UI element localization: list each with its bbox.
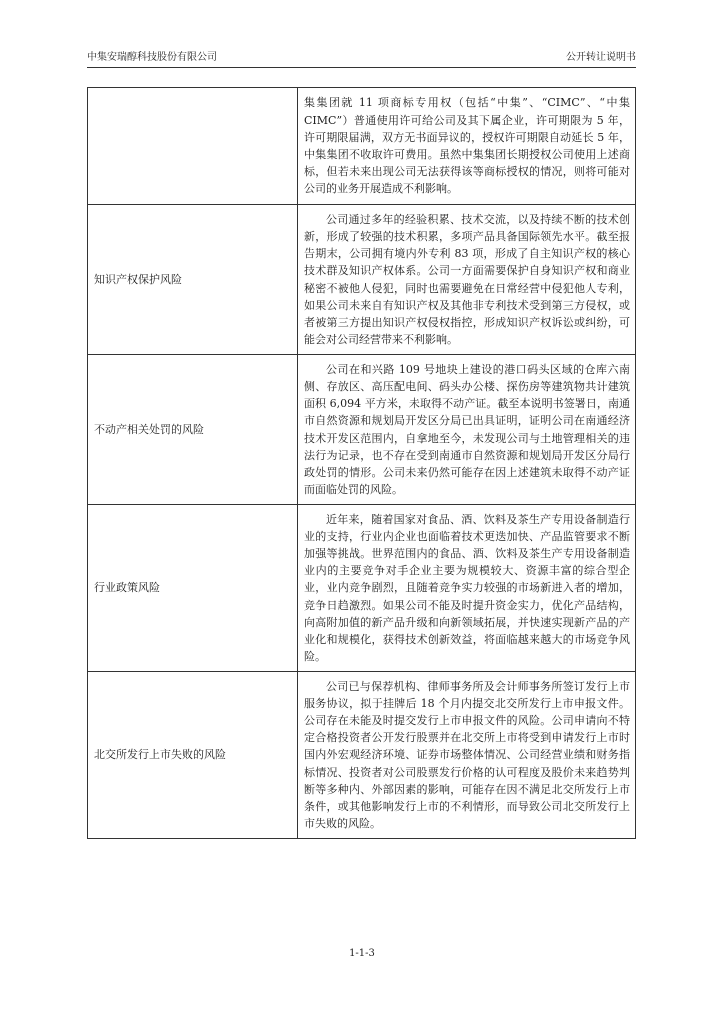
risk-description <box>298 88 636 205</box>
risk-row <box>88 205 636 355</box>
document-type: 公开转让说明书 <box>566 52 636 63</box>
risk-description-text: 近年来，随着国家对食品、酒、饮料及茶生产专用设备制造行业的支持，行业内企业也面临着技术更迭加快、产品监管要求不断加强等挑战。世界范围内的食品、酒、饮料及茶生产专用设备制造业内的主要竞争对手企业主要为规模较大、资源丰富的综合型企业，业内竞争剧烈，且随着竞争实力较强的市场新进入者的增加，竞争日趋激烈。如果公司不能及时提升资金实力，优化产品结构，向高附加值的新产品升级和向新领域拓展，并快速实现新产品的产业化和规模化，获得技术创新效益，将面临越来越大的市场竞争风险。 <box>304 512 630 664</box>
page-header <box>87 50 636 66</box>
risk-name: 不动产相关处罚的风险 <box>88 355 298 505</box>
risk-row <box>88 672 636 839</box>
risk-name <box>88 88 298 205</box>
risk-row <box>88 505 636 672</box>
risk-description-text: 公司通过多年的经验积累、技术交流，以及持续不断的技术创新，形成了较强的技术积累，多项产品具备国际领先水平。截至报告期末，公司拥有境内外专利 83 项，形成了自主知识产权的核心技术群及知识产权体系。公司一方面需要保护自身知识产权和商业秘密不被他人侵犯，同时也需要避免在日常经营中侵犯他人专利，如果公司未来自有知识产权及其他非专利技术受到第三方侵权，或者被第三方提出知识产权侵权指控，形成知识产权诉讼或纠纷，可能会对公司经营带来不利影响。 <box>304 212 630 347</box>
page-number: 1-1-3 <box>349 948 375 959</box>
risk-table <box>87 87 636 839</box>
risk-description-text: 公司在和兴路 109 号地块上建设的港口码头区域的仓库六南侧、存放区、高压配电间、码头办公楼、探伤房等建筑物共计建筑面积 6,094 平方米，未取得不动产证。截至本说明书签署日，南通市自然资源和规划局开发区分局已出具证明，证明公司在南通经济技术开发区范围内，自拿地至今，未发现公司与土地管理相关的违法行为记录，也不存在受到南通市自然资源和规划局开发区分局行政处罚的情形。公司未来仍然可能存在因上述建筑未取得不动产证而面临处罚的风险。 <box>304 362 630 497</box>
risk-row <box>88 88 636 205</box>
risk-name: 北交所发行上市失败的风险 <box>88 672 298 839</box>
risk-name: 行业政策风险 <box>88 505 298 672</box>
risk-description-text: 集集团就 11 项商标专用权（包括“中集”、“CIMC”、“中集 CIMC”）普通使用许可给公司及其下属企业，许可期限为 5 年，许可期限届满，双方无书面异议的，授权许可期限自动延长 5 年，中集集团不收取许可费用。虽然中集集团长期授权公司使用上述商标，但若未来出现公司无法获得该等商标授权的情况，则将可能对公司的业务开展造成不利影响。 <box>304 96 630 196</box>
risk-description <box>298 505 636 672</box>
risk-description <box>298 355 636 505</box>
header-divider <box>87 67 636 68</box>
risk-name: 知识产权保护风险 <box>88 205 298 355</box>
risk-description <box>298 205 636 355</box>
risk-description-text: 公司已与保荐机构、律师事务所及会计师事务所签订发行上市服务协议，拟于挂牌后 18 个月内提交北交所发行上市申报文件。公司存在未能及时提交发行上市申报文件的风险。公司申请向不特定合格投资者公开发行股票并在北交所上市将受到申请发行上市时国内外宏观经济环境、证券市场整体情况、公司经营业绩和财务指标情况、投资者对公司股票发行价格的认可程度及股价未来趋势判断等多种内、外部因素的影响，可能存在因不满足北交所发行上市条件，或其他影响发行上市的不利情形，而导致公司北交所发行上市失败的风险。 <box>304 679 630 831</box>
company-name: 中集安瑞醇科技股份有限公司 <box>87 52 217 63</box>
risk-description <box>298 672 636 839</box>
risk-row <box>88 355 636 505</box>
